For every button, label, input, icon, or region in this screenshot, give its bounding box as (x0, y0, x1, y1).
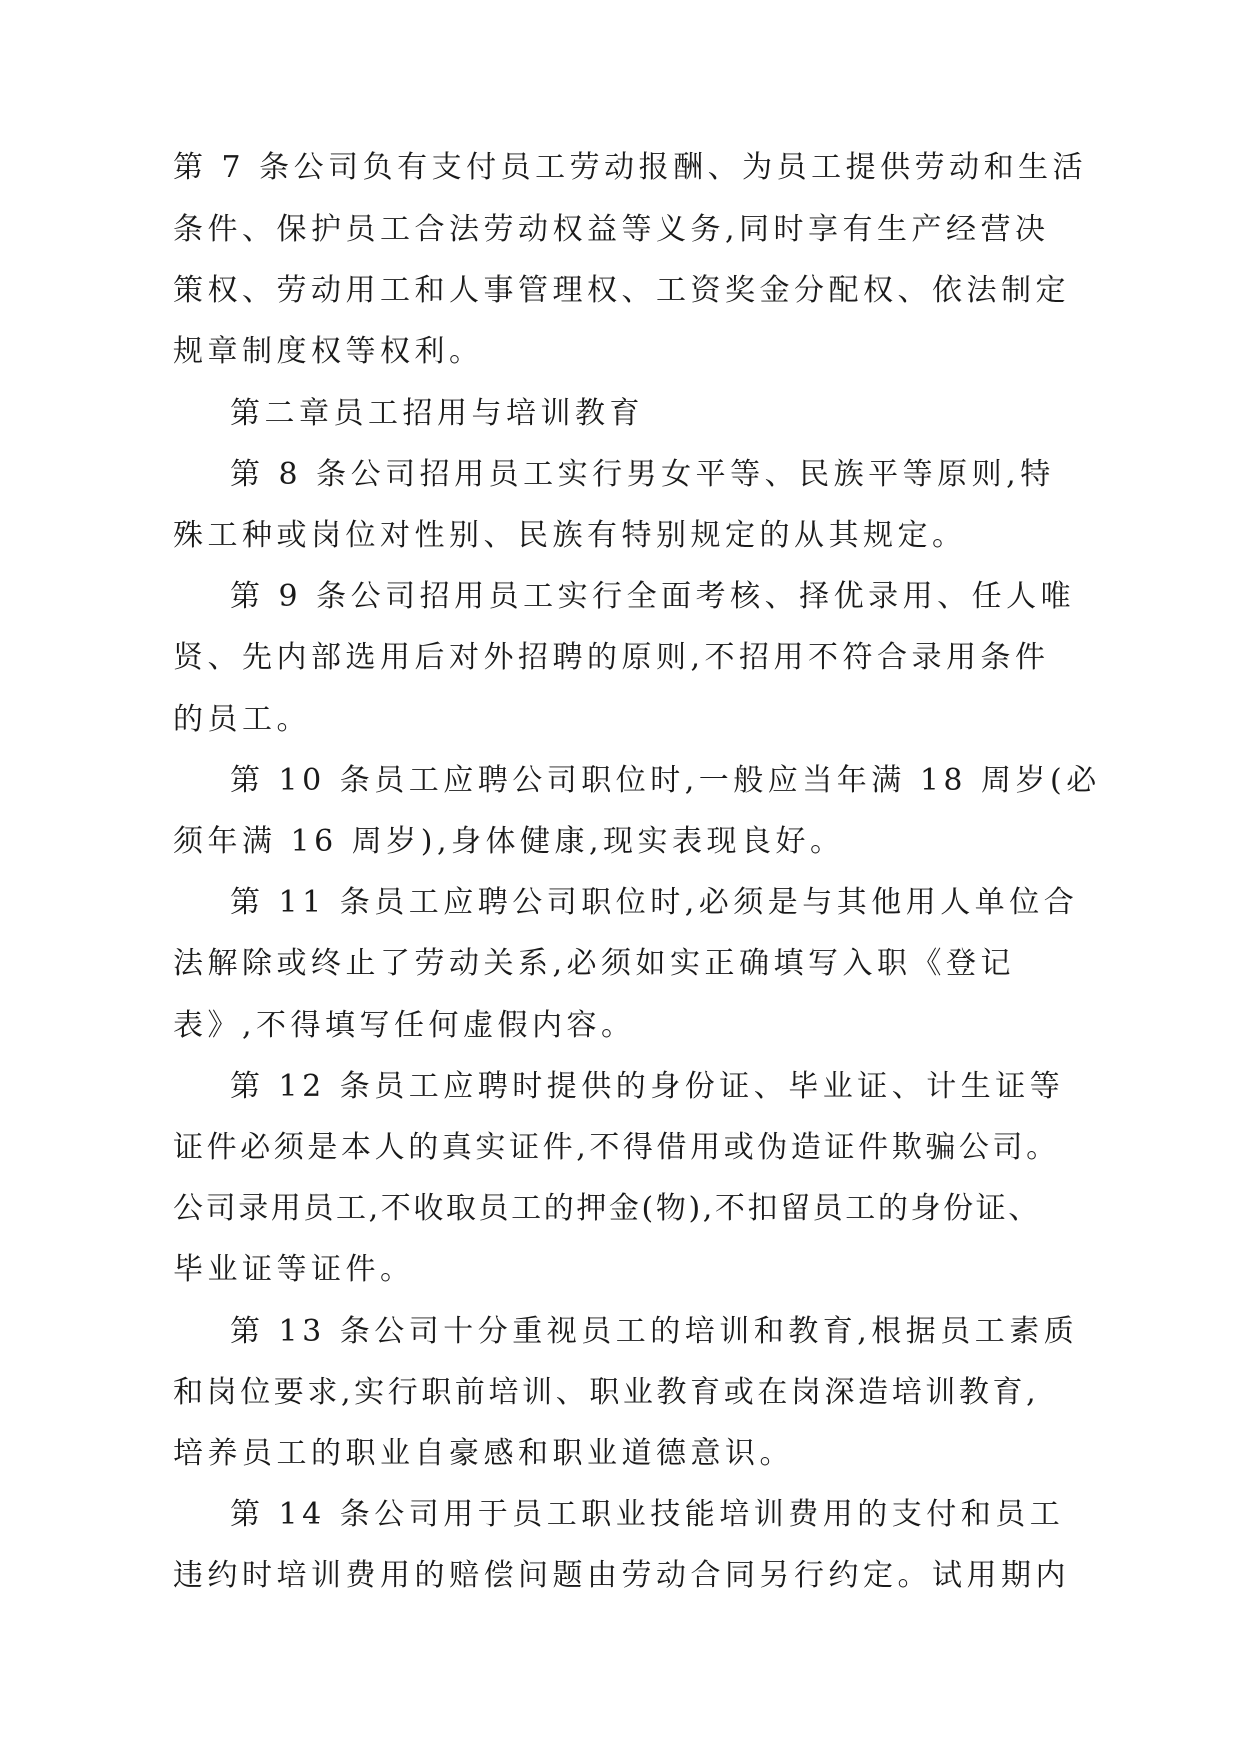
text-line: 毕业证等证件。 (173, 1252, 415, 1287)
chapter-heading: 第二章员工招用与培训教育 (230, 396, 644, 431)
text-line: 第 8 条公司招用员工实行男女平等、民族平等原则,特 (230, 457, 1055, 492)
text-line: 贤、先内部选用后对外招聘的原则,不招用不符合录用条件 (173, 640, 1050, 675)
text-line: 和岗位要求,实行职前培训、职业教育或在岗深造培训教育, (173, 1375, 1040, 1410)
text-line: 表》,不得填写任何虚假内容。 (173, 1008, 636, 1043)
text-line: 须年满 16 周岁),身体健康,现实表现良好。 (173, 824, 845, 859)
text-line: 第 9 条公司招用员工实行全面考核、择优录用、任人唯 (230, 579, 1076, 614)
text-line: 第 12 条员工应聘时提供的身份证、毕业证、计生证等 (230, 1069, 1065, 1104)
text-line: 第 7 条公司负有支付员工劳动报酬、为员工提供劳动和生活 (173, 150, 1088, 185)
text-line: 规章制度权等权利。 (173, 334, 484, 369)
text-line: 第 13 条公司十分重视员工的培训和教育,根据员工素质 (230, 1314, 1079, 1349)
text-line: 违约时培训费用的赔偿问题由劳动合同另行约定。试用期内 (173, 1558, 1070, 1593)
text-line: 第 11 条员工应聘公司职位时,必须是与其他用人单位合 (230, 885, 1079, 920)
text-line: 公司录用员工,不收取员工的押金(物),不扣留员工的身份证、 (173, 1191, 1041, 1226)
text-line: 条件、保护员工合法劳动权益等义务,同时享有生产经营决 (173, 212, 1050, 247)
text-line: 法解除或终止了劳动关系,必须如实正确填写入职《登记 (173, 946, 1016, 981)
text-line: 策权、劳动用工和人事管理权、工资奖金分配权、依法制定 (173, 273, 1070, 308)
text-line: 的员工。 (173, 702, 311, 737)
text-line: 第 14 条公司用于员工职业技能培训费用的支付和员工 (230, 1497, 1065, 1532)
text-line: 培养员工的职业自豪感和职业道德意识。 (173, 1436, 794, 1471)
text-line: 殊工种或岗位对性别、民族有特别规定的从其规定。 (173, 518, 967, 553)
text-line: 证件必须是本人的真实证件,不得借用或伪造证件欺骗公司。 (173, 1130, 1060, 1165)
text-line: 第 10 条员工应聘公司职位时,一般应当年满 18 周岁(必 (230, 763, 1101, 798)
